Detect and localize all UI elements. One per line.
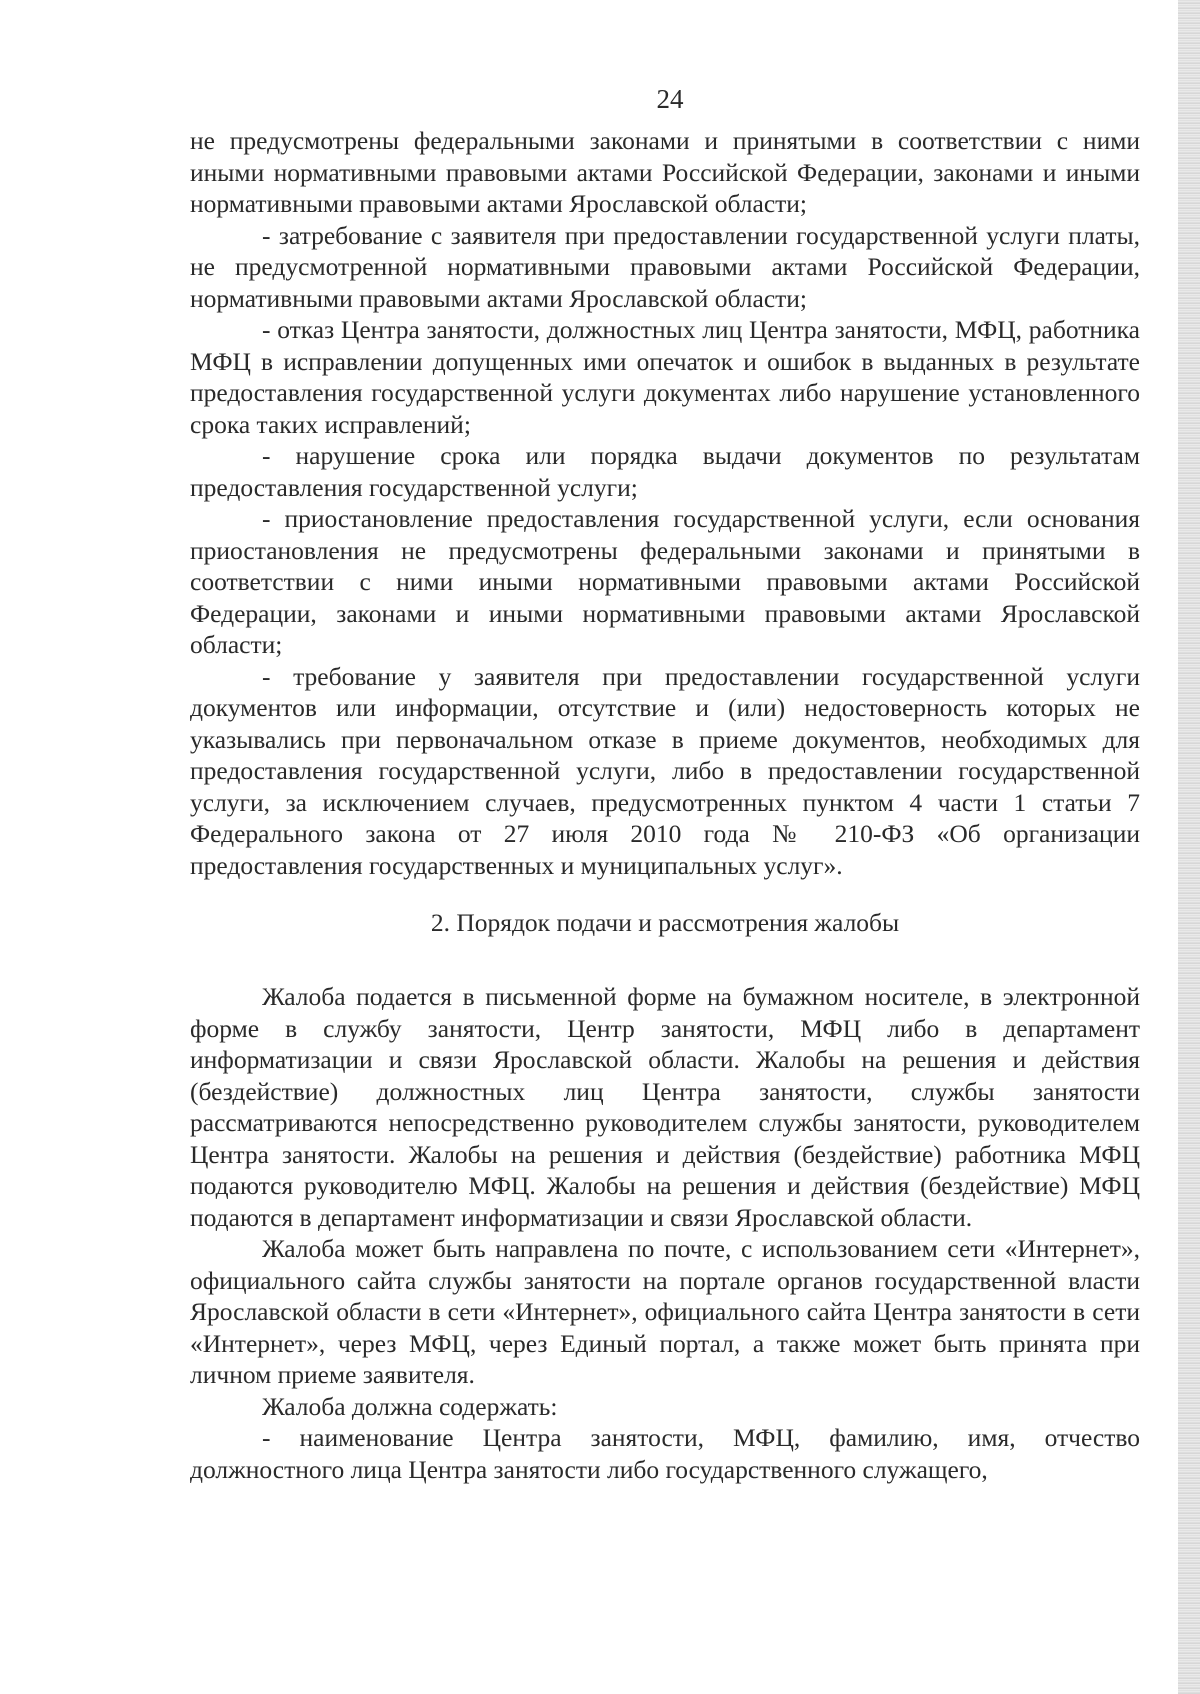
paragraph: Жалоба подается в письменной форме на бумажном носителе, в электронной форме в службу занятости, Центр занятости, МФЦ либо в департамент информатизации и связи Ярославской области. Жалобы на решения и действия (бездействие) должностных лиц Центра занятости, службы занятости рассматриваются непосредственно руководителем службы занятости, руководителем Центра занятости. Жалобы на решения и действия (бездействие) работника МФЦ подаются руководителю МФЦ. Жалобы на решения и действия (бездействие) МФЦ подаются в департамент информатизации и связи Ярославской области. (190, 982, 1140, 1232)
list-item: - затребование с заявителя при предоставлении государственной услуги платы, не предусмотренной нормативными правовыми актами Российской Федерации, нормативными правовыми актами Ярославской области; (190, 220, 1140, 313)
list-item: - отказ Центра занятости, должностных лиц Центра занятости, МФЦ, работника МФЦ в исправлении допущенных ими опечаток и ошибок в выданных в результате предоставления государственной услуги документах либо нарушение установленного срока таких исправлений; (190, 315, 1140, 439)
section-title: 2. Порядок подачи и рассмотрения жалобы (430, 908, 900, 937)
document-body (190, 125, 1140, 1485)
paragraph-continuation: не предусмотрены федеральными законами и принятыми в соответствии с ними иными нормативными правовыми актами Российской Федерации, законами и иными нормативными правовыми актами Ярославской области; (190, 126, 1140, 218)
list-item: - приостановление предоставления государственной услуги, если основания приостановления не предусмотрены федеральными законами и принятыми в соответствии с ними иными нормативными правовыми актами Российской Федерации, законами и иными нормативными правовыми актами Ярославской области; (190, 504, 1140, 659)
list-item: - требование у заявителя при предоставлении государственной услуги документов или информации, отсутствие и (или) недостоверность которых не указывались при первоначальном отказе в приеме документов, необходимых для предоставления государственной услуги, либо в предоставлении государственной услуги, за исключением случаев, предусмотренных пунктом 4 части 1 статьи 7 Федерального закона от 27 июля 2010 года № 210-ФЗ «Об организации предоставления государственных и муниципальных услуг». (190, 661, 1140, 880)
page-number: 24 (656, 84, 684, 114)
scan-edge-shadow (1178, 0, 1200, 1694)
paragraph: Жалоба может быть направлена по почте, с использованием сети «Интернет», официального сайта службы занятости на портале органов государственной власти Ярославской области в сети «Интернет», официального сайта Центра занятости в сети «Интернет», через МФЦ, через Единый портал, а также может быть принята при личном приеме заявителя. (190, 1234, 1140, 1389)
paragraph: Жалоба должна содержать: (262, 1391, 558, 1421)
list-item: - наименование Центра занятости, МФЦ, фамилию, имя, отчество должностного лица Центра занятости либо государственного служащего, (190, 1423, 1140, 1484)
list-item: - нарушение срока или порядка выдачи документов по результатам предоставления государственной услуги; (190, 441, 1140, 502)
section-spacer (190, 951, 1140, 981)
